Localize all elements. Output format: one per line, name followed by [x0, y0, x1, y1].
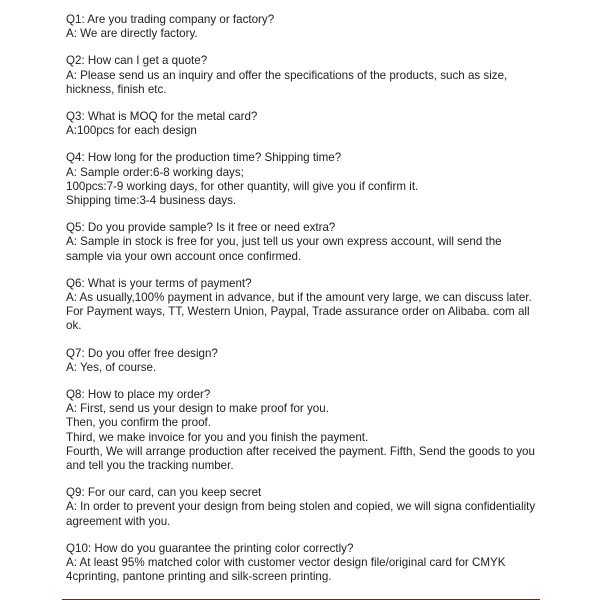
faq-answer-line: sample via your own account once confirmed.	[66, 249, 302, 263]
faq-list	[66, 13, 566, 598]
faq-answer-line: A: Sample order:6-8 working days;	[66, 165, 244, 179]
faq-question: Q2: How can I get a quote?	[66, 54, 208, 68]
faq-answer-line: A: Yes, of course.	[66, 360, 157, 374]
faq-question: Q7: Do you offer free design?	[66, 346, 218, 360]
faq-item-q8	[66, 388, 566, 473]
faq-answer-line: Third, we make invoice for you and you finish the payment.	[66, 430, 369, 444]
faq-item-q2	[66, 54, 566, 97]
faq-question: Q4: How long for the production time? Shipping time?	[66, 151, 342, 165]
faq-answer-line: A: In order to prevent your design from being stolen and copied, we will signa confidentiality	[66, 500, 536, 514]
faq-answer-line: A: First, send us your design to make proof for you.	[66, 402, 329, 416]
faq-answer-line: Then, you confirm the proof.	[66, 416, 211, 430]
faq-answer-line: hickness, finish etc.	[66, 82, 167, 96]
faq-item-q4	[66, 151, 566, 208]
faq-question: Q9: For our card, can you keep secret	[66, 486, 262, 500]
faq-item-q7	[66, 347, 566, 375]
faq-question: Q3: What is MOQ for the metal card?	[66, 110, 258, 124]
faq-answer-line: A:100pcs for each design	[66, 124, 197, 138]
faq-item-q5	[66, 221, 566, 264]
faq-answer-line: agreement with you.	[66, 514, 171, 528]
faq-item-q3	[66, 110, 566, 138]
faq-answer-line: A: Sample in stock is free for you, just tell us your own express account, will send the	[66, 235, 502, 249]
faq-item-q6	[66, 277, 566, 334]
faq-question: Q8: How to place my order?	[66, 388, 211, 402]
faq-answer-line: and tell you the tracking number.	[66, 459, 234, 473]
faq-question: Q10: How do you guarantee the printing color correctly?	[66, 541, 354, 555]
faq-item-q1	[66, 13, 566, 41]
faq-answer-line: Shipping time:3-4 business days.	[66, 194, 237, 208]
faq-question: Q5: Do you provide sample? Is it free or need extra?	[66, 221, 336, 235]
faq-answer-line: A: We are directly factory.	[66, 27, 198, 41]
faq-question: Q6: What is your terms of payment?	[66, 276, 252, 290]
faq-answer-line: ok.	[66, 319, 82, 333]
faq-question: Q1: Are you trading company or factory?	[66, 13, 275, 26]
faq-answer-line: A: At least 95% matched color with customer vector design file/original card for CMYK	[66, 556, 506, 570]
faq-answer-line: A: As usually,100% payment in advance, but if the amount very large, we can discuss later.	[66, 291, 532, 305]
faq-answer-line: For Payment ways, TT, Western Union, Paypal, Trade assurance order on Alibaba. com all	[66, 305, 530, 319]
faq-answer-line: 4cprinting, pantone printing and silk-screen printing.	[66, 570, 332, 584]
faq-item-q9	[66, 486, 566, 529]
faq-item-q10	[66, 542, 566, 585]
faq-answer-line: A: Please send us an inquiry and offer the specifications of the products, such as size,	[66, 68, 508, 82]
faq-answer-line: Fourth, We will arrange production after received the payment. Fifth, Send the goods to you	[66, 444, 535, 458]
faq-answer-line: 100pcs:7-9 working days, for other quantity, will give you if confirm it.	[66, 179, 419, 193]
